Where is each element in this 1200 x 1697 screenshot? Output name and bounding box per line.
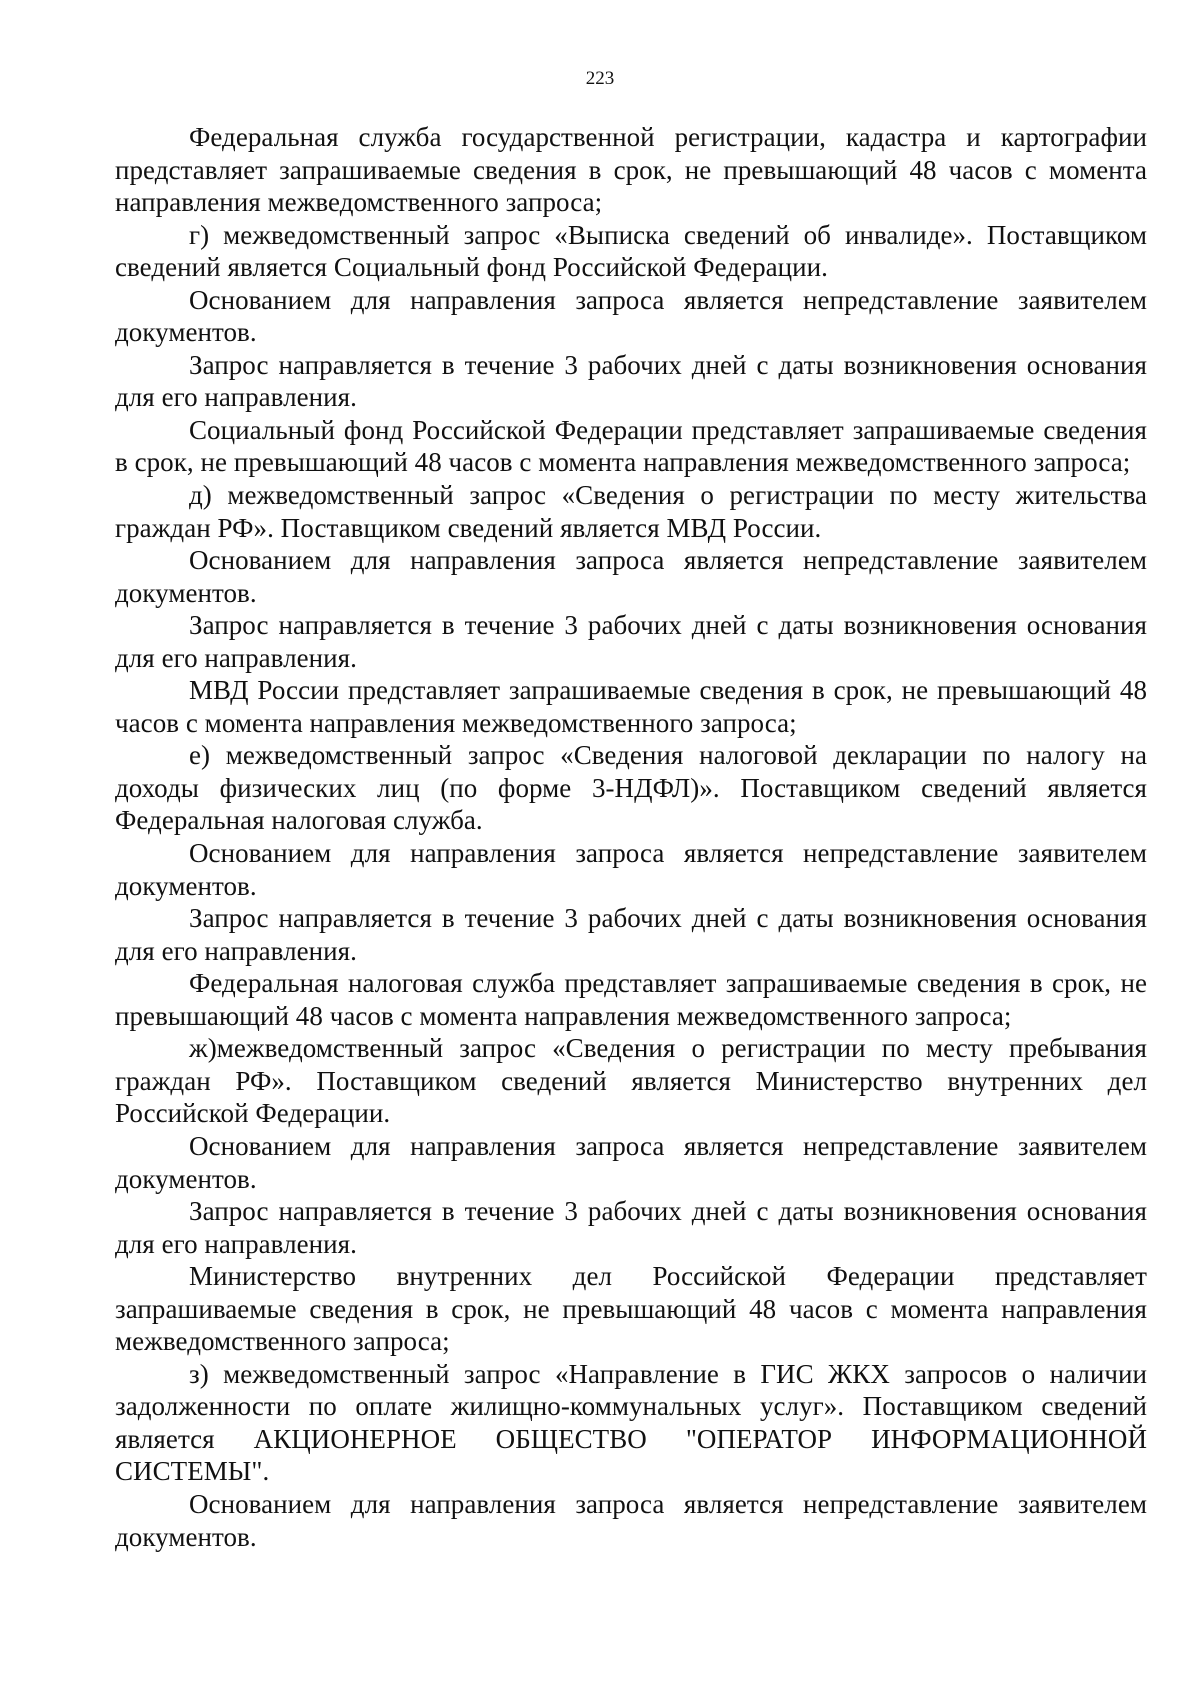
paragraph-send-term: Запрос направляется в течение 3 рабочих дней с даты возникновения основания для его направления.	[115, 903, 1147, 966]
paragraph-basis: Основанием для направления запроса является непредставление заявителем документов.	[115, 1130, 1147, 1194]
paragraph-rosreestr-term: Федеральная служба государственной регистрации, кадастра и картографии представляет запрашиваемые сведения в срок, не превышающий 48 часов с момента направления межведомственного запроса;	[115, 122, 1147, 218]
paragraph-send-term: Запрос направляется в течение 3 рабочих дней с даты возникновения основания для его направления.	[115, 610, 1147, 673]
document-body	[115, 121, 1147, 1553]
paragraph-mvd-term: МВД России представляет запрашиваемые сведения в срок, не превышающий 48 часов с момента направления межведомственного запроса;	[115, 675, 1147, 738]
paragraph-fns-term: Федеральная налоговая служба представляет запрашиваемые сведения в срок, не превышающий 48 часов с момента направления межведомственного запроса;	[115, 968, 1147, 1031]
paragraph-sfr-term: Социальный фонд Российской Федерации представляет запрашиваемые сведения в срок, не превышающий 48 часов с момента направления межведомственного запроса;	[115, 414, 1147, 478]
paragraph-request-e: е) межведомственный запрос «Сведения налоговой декларации по налогу на доходы физических лиц (по форме 3-НДФЛ)». Поставщиком сведений является Федеральная налоговая служба.	[115, 740, 1147, 836]
paragraph-request-d: д) межведомственный запрос «Сведения о регистрации по месту жительства граждан РФ». Поставщиком сведений является МВД России.	[115, 480, 1147, 543]
paragraph-send-term: Запрос направляется в течение 3 рабочих дней с даты возникновения основания для его направления.	[115, 349, 1147, 413]
paragraph-request-z: з) межведомственный запрос «Направление в ГИС ЖКХ запросов о наличии задолженности по оплате жилищно-коммунальных услуг». Поставщиком сведений является АКЦИОНЕРНОЕ ОБЩЕСТВО "ОПЕРАТОР ИНФОРМАЦИОННОЙ СИСТЕМЫ".	[115, 1358, 1147, 1487]
paragraph-basis: Основанием для направления запроса является непредставление заявителем документов.	[115, 1488, 1147, 1552]
paragraph-request-zh: ж)межведомственный запрос «Сведения о регистрации по месту пребывания граждан РФ». Поставщиком сведений является Министерство внутренних дел Российской Федерации.	[115, 1033, 1147, 1129]
paragraph-basis: Основанием для направления запроса является непредставление заявителем документов.	[115, 545, 1147, 608]
paragraph-request-g: г) межведомственный запрос «Выписка сведений об инвалиде». Поставщиком сведений является Социальный фонд Российской Федерации.	[115, 219, 1147, 283]
page-number: 223	[585, 68, 615, 89]
paragraph-basis: Основанием для направления запроса является непредставление заявителем документов.	[115, 284, 1147, 348]
paragraph-send-term: Запрос направляется в течение 3 рабочих дней с даты возникновения основания для его направления.	[115, 1196, 1147, 1259]
paragraph-mvd-rf-term: Министерство внутренних дел Российской Федерации представляет запрашиваемые сведения в срок, не превышающий 48 часов с момента направления межведомственного запроса;	[115, 1261, 1147, 1357]
paragraph-basis: Основанием для направления запроса является непредставление заявителем документов.	[115, 838, 1147, 901]
